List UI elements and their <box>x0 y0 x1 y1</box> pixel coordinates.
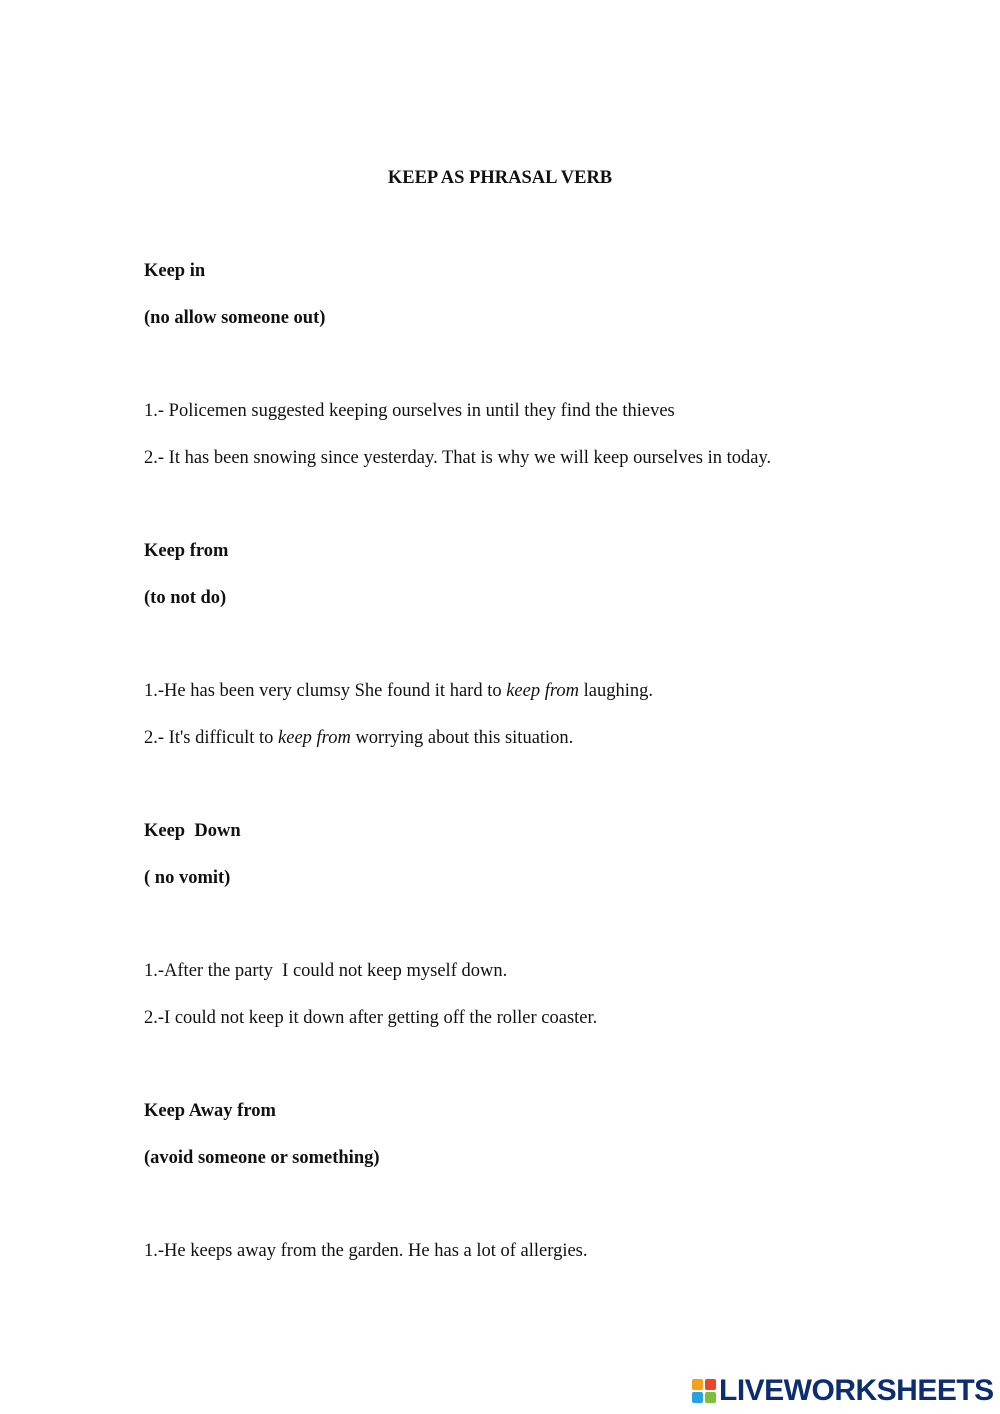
example-sentence: 2.- It's difficult to keep from worrying about this situation. <box>144 728 574 748</box>
example-sentence: 2.- It has been snowing since yesterday. That is why we will keep ourselves in today. <box>144 448 772 468</box>
example-sentence: 1.-After the party I could not keep myself down. <box>144 961 508 981</box>
page-title: KEEP AS PHRASAL VERB <box>387 168 613 188</box>
example-sentence: 2.-I could not keep it down after getting off the roller coaster. <box>144 1008 598 1028</box>
section-meaning: ( no vomit) <box>144 868 231 888</box>
section-heading: Keep from <box>144 541 229 561</box>
example-sentence: 1.- Policemen suggested keeping ourselves in until they find the thieves <box>144 401 675 421</box>
section-heading: Keep Away from <box>144 1101 276 1121</box>
section-meaning: (no allow someone out) <box>144 308 326 328</box>
logo-square-e <box>705 1392 716 1403</box>
logo-square-i <box>705 1379 716 1390</box>
logo-grid-icon <box>692 1379 716 1403</box>
brand-name: LIVEWORKSHEETS <box>719 1374 994 1407</box>
example-sentence: 1.-He keeps away from the garden. He has a lot of allergies. <box>144 1241 588 1261</box>
section-meaning: (avoid someone or something) <box>144 1148 380 1168</box>
section-meaning: (to not do) <box>144 588 227 608</box>
section-heading: Keep Down <box>144 821 241 841</box>
logo-square-l <box>692 1379 703 1390</box>
logo-square-v <box>692 1392 703 1403</box>
liveworksheets-logo <box>692 1372 992 1410</box>
example-sentence: 1.-He has been very clumsy She found it hard to keep from laughing. <box>144 681 653 701</box>
section-heading: Keep in <box>144 261 206 281</box>
